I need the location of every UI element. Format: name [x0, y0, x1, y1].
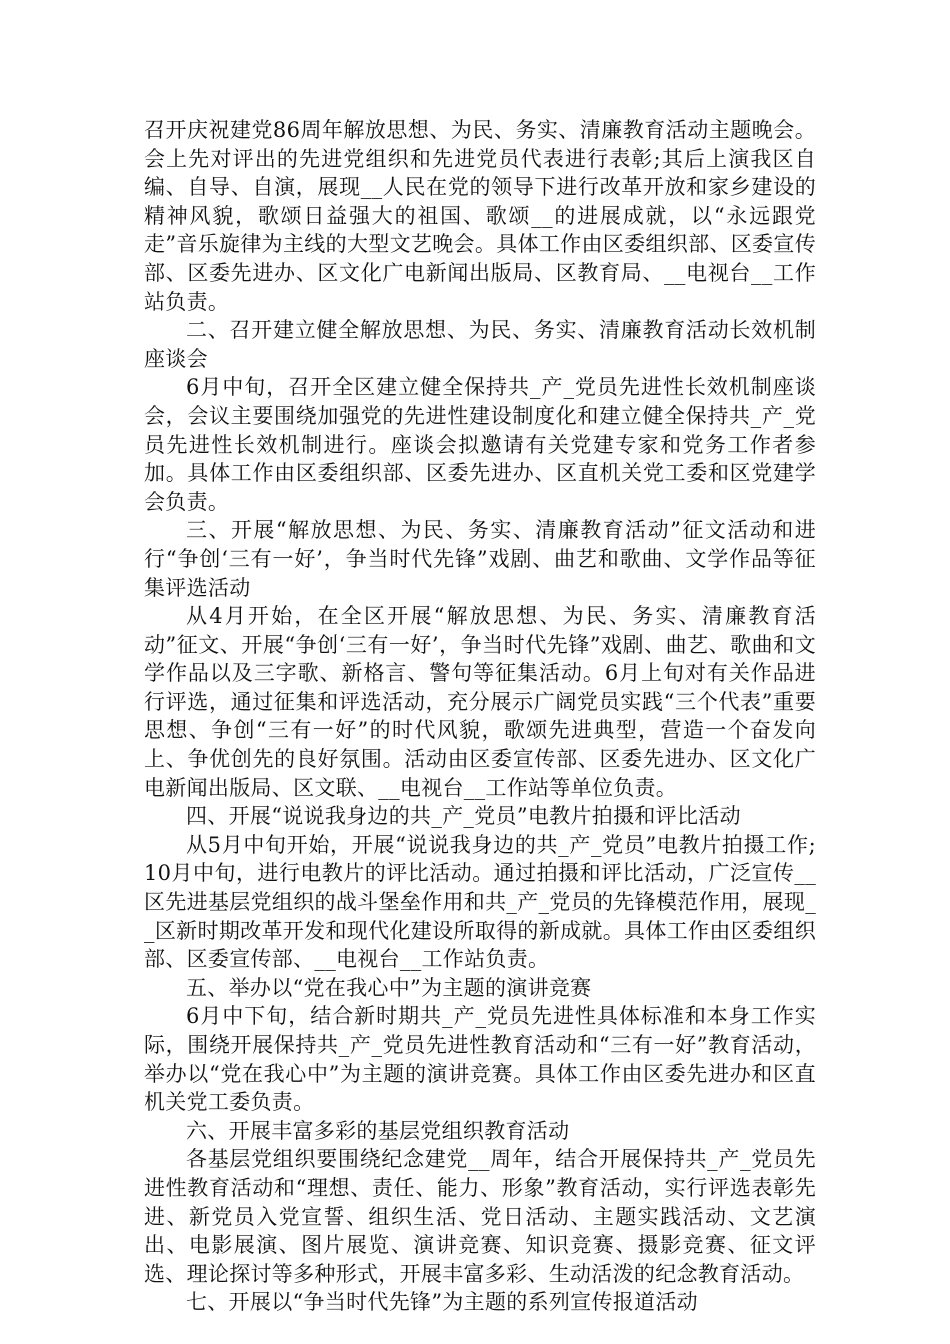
paragraph-section-2: 6月中旬，召开全区建立健全保持共_产_党员先进性长效机制座谈会，会议主要围绕加强党的先进性建设制度化和建立健全保持共_产_党员先进性长效机制进行。座谈会拟邀请有关党建专家和党务工作者参加。具体工作由区委组织部、区委先进办、区直机关党工委和区党建学会负责。: [144, 375, 816, 514]
section-heading-2: 二、召开建立健全解放思想、为民、务实、清廉教育活动长效机制座谈会: [144, 318, 816, 371]
section-heading-5: 五、举办以“党在我心中”为主题的演讲竞赛: [186, 975, 592, 1000]
paragraph-intro: 召开庆祝建党86周年解放思想、为民、务实、清廉教育活动主题晚会。会上先对评出的先进党组织和先进党员代表进行表彰;其后上演我区自编、自导、自演，展现__人民在党的领导下进行改革开放和家乡建设的精神风貌，歌颂日益强大的祖国、歌颂__的进展成就，以“永远跟党走”音乐旋律为主线的大型文艺晚会。具体工作由区委组织部、区委宣传部、区委先进办、区文化广电新闻出版局、区教育局、__电视台__工作站负责。: [144, 118, 816, 314]
document-page: [144, 116, 816, 1317]
section-heading-4: 四、开展“说说我身边的共_产_党员”电教片拍摄和评比活动: [186, 804, 741, 829]
section-heading-3: 三、开展“解放思想、为民、务实、清廉教育活动”征文活动和进行“争创‘三有一好’，争当时代先锋”戏剧、曲艺和歌曲、文学作品等征集评选活动: [144, 518, 816, 600]
section-heading-7: 七、开展以“争当时代先锋”为主题的系列宣传报道活动: [186, 1290, 698, 1315]
paragraph-section-6: 各基层党组织要围绕纪念建党__周年，结合开展保持共_产_党员先进性教育活动和“理想、责任、能力、形象”教育活动，实行评选表彰先进、新党员入党宣誓、组织生活、党日活动、主题实践活动、文艺演出、电影展演、图片展览、演讲竞赛、知识竞赛、摄影竞赛、征文评选、理论探讨等多种形式，开展丰富多彩、生动活泼的纪念教育活动。: [144, 1147, 816, 1286]
paragraph-section-3: 从4月开始，在全区开展“解放思想、为民、务实、清廉教育活动”征文、开展“争创‘三有一好’，争当时代先锋”戏剧、曲艺、歌曲和文学作品以及三字歌、新格言、警句等征集活动。6月上旬对有关作品进行评选，通过征集和评选活动，充分展示广阔党员实践“三个代表”重要思想、争创“三有一好”的时代风貌，歌颂先进典型，营造一个奋发向上、争优创先的良好氛围。活动由区委宣传部、区委先进办、区文化广电新闻出版局、区文联、__电视台__工作站等单位负责。: [144, 604, 816, 800]
paragraph-section-5: 6月中下旬，结合新时期共_产_党员先进性具体标准和本身工作实际，围绕开展保持共_产_党员先进性教育活动和“三有一好”教育活动，举办以“党在我心中”为主题的演讲竞赛。具体工作由区委先进办和区直机关党工委负责。: [144, 1004, 816, 1115]
paragraph-section-4: 从5月中旬开始，开展“说说我身边的共_产_党员”电教片拍摄工作;10月中旬，进行电教片的评比活动。通过拍摄和评比活动，广泛宣传__区先进基层党组织的战斗堡垒作用和共_产_党员的先锋模范作用，展现__区新时期改革开发和现代化建设所取得的新成就。具体工作由区委组织部、区委宣传部、__电视台__工作站负责。: [144, 832, 816, 972]
section-heading-6: 六、开展丰富多彩的基层党组织教育活动: [186, 1118, 570, 1143]
